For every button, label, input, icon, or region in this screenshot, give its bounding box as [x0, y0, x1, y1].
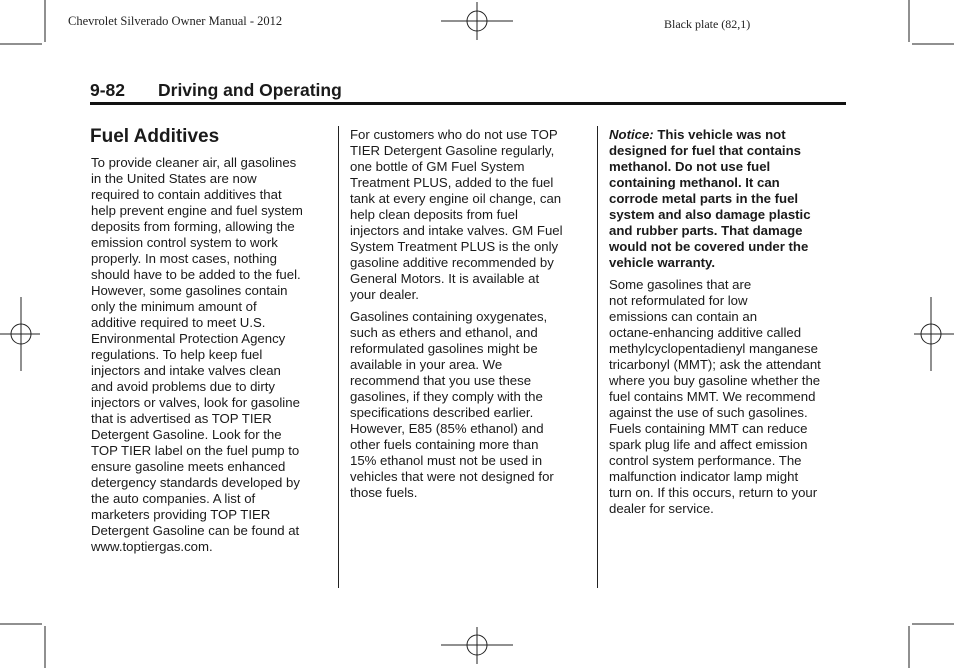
- column-divider: [597, 126, 598, 588]
- plate-label: Black plate (82,1): [664, 17, 751, 31]
- notice-text: This vehicle was not designed for fuel that contains methanol. Do not use fuel containing methanol. It can corrode metal parts in the fuel system and also damage plastic and rubber parts. That damage would not be covered under the vehicle warranty.: [609, 127, 811, 270]
- column-3: [609, 127, 849, 523]
- column-1: [91, 155, 331, 561]
- section-title: Driving and Operating: [158, 80, 342, 100]
- page-heading: Fuel Additives: [90, 126, 220, 147]
- notice-label: Notice:: [609, 127, 654, 142]
- notice-block: [609, 127, 849, 271]
- section-number: 9-82: [90, 80, 126, 100]
- manual-title: Chevrolet Silverado Owner Manual - 2012: [68, 14, 283, 28]
- column-divider: [338, 126, 339, 588]
- paragraph: For customers who do not use TOP TIER Detergent Gasoline regularly, one bottle of GM Fuel System Treatment PLUS, added to the fuel tank at every engine oil change, can help clean deposits from fuel injectors and intake valves. GM Fuel System Treatment PLUS is the only gasoline additive recommended by General Motors. It is available at your dealer.: [350, 127, 563, 302]
- paragraph: Gasolines containing oxygenates, such as ethers and ethanol, and reformulated gasolines might be available in your area. We recommend that you use these gasolines, if they comply with the specifications described earlier. However, E85 (85% ethanol) and other fuels containing more than 15% ethanol must not be used in vehicles that were not designed for those fuels.: [350, 309, 554, 500]
- column-2: [350, 127, 590, 507]
- paragraph: To provide cleaner air, all gasolines in the United States are now required to contain additives that help prevent engine and fuel system deposits from forming, allowing the emission control system to work properly. In most cases, nothing should have to be added to the fuel. However, some gasolines contain only the minimum amount of additive required to meet U.S. Environmental Protection Agency regulations. To help keep fuel injectors and intake valves clean and avoid problems due to dirty injectors or valves, look for gasoline that is advertised as TOP TIER Detergent Gasoline. Look for the TOP TIER label on the fuel pump to ensure gasoline meets enhanced detergency standards developed by the auto companies. A list of marketers providing TOP TIER Detergent Gasoline can be found at www.toptiergas.com.: [91, 155, 303, 554]
- paragraph: Some gasolines that are not reformulated for low emissions can contain an octane-enhancing additive called methylcyclopentadienyl manganese tricarbonyl (MMT); ask the attendant where you buy gasoline whether the fuel contains MMT. We recommend against the use of such gasolines. Fuels containing MMT can reduce spark plug life and affect emission control system performance. The malfunction indicator lamp might turn on. If this occurs, return to your dealer for service.: [609, 277, 821, 516]
- header-rule: [90, 102, 846, 105]
